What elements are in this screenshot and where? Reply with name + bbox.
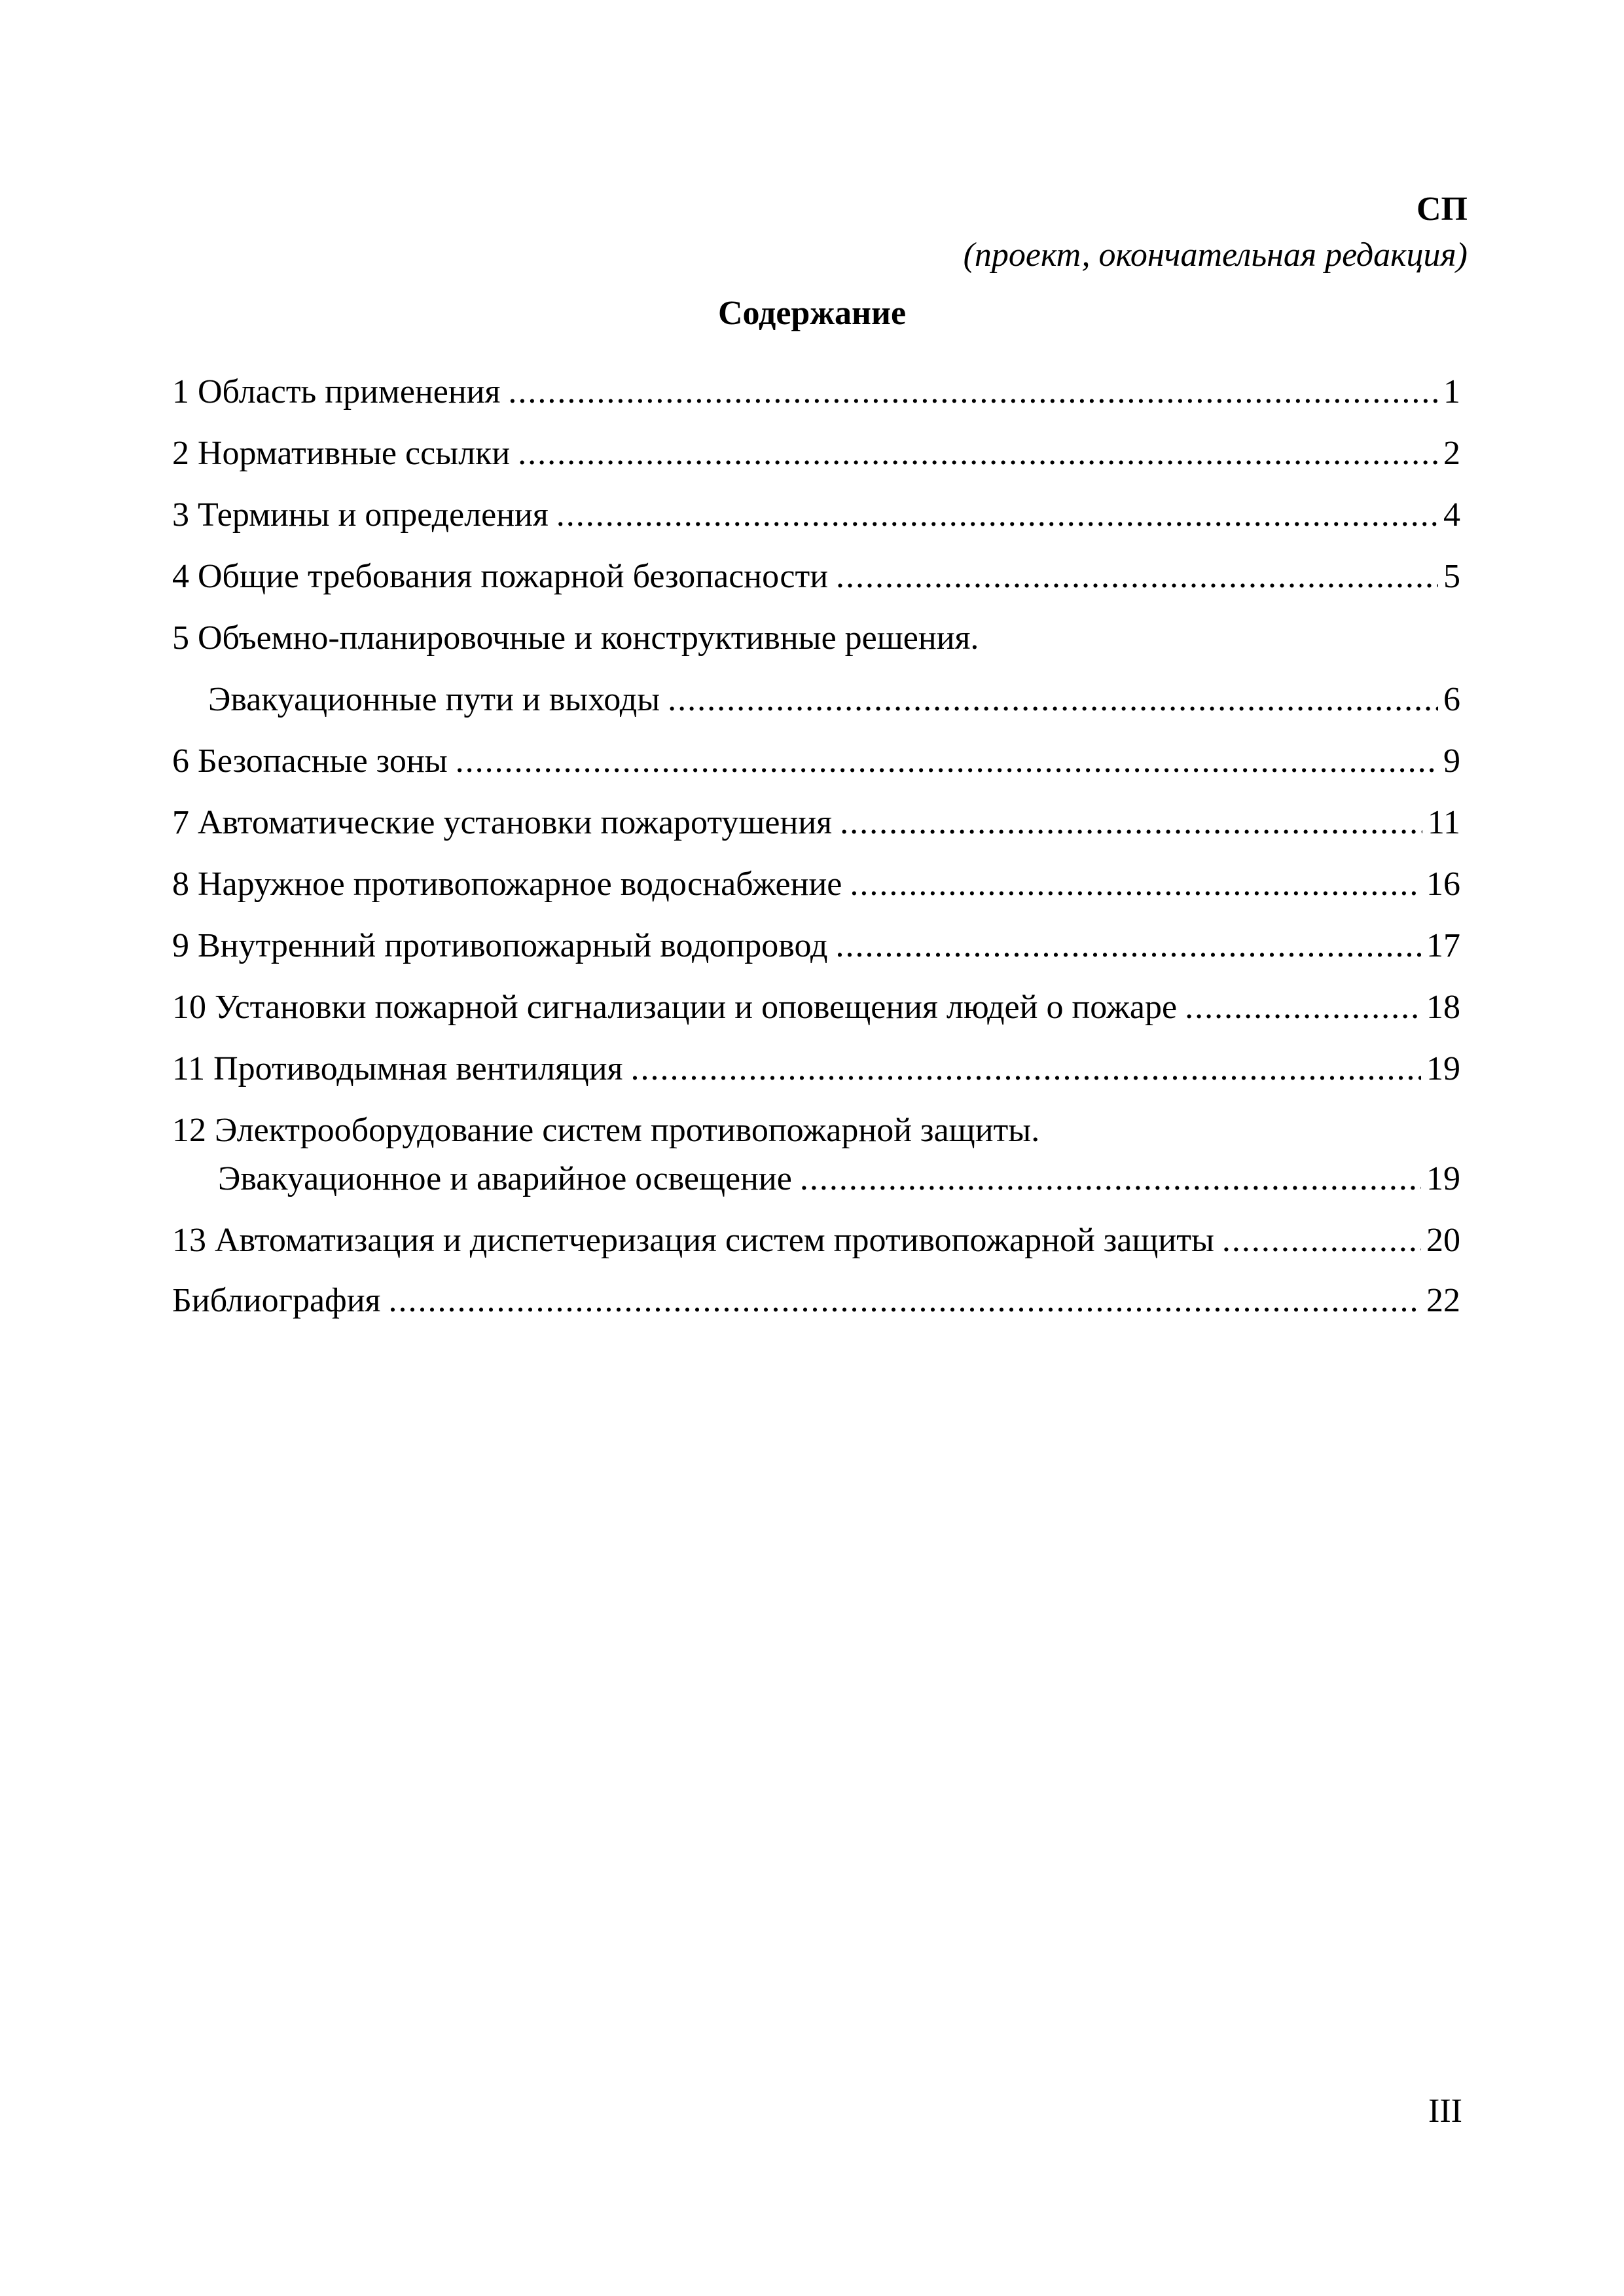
toc-entry-page: 19 <box>1426 1050 1460 1087</box>
toc-entry-label: 10 Установки пожарной сигнализации и оповещения людей о пожаре <box>172 989 1178 1026</box>
toc-entry[interactable] <box>172 1049 1460 1089</box>
toc-leader-dots <box>1185 987 1421 1028</box>
toc-entry-label: 11 Противодымная вентиляция <box>172 1050 623 1087</box>
toc-leader-dots <box>836 556 1438 597</box>
toc-entry-label: 2 Нормативные ссылки <box>172 435 511 472</box>
toc-entry-page: 18 <box>1426 989 1460 1026</box>
toc-leader-dots <box>508 372 1438 412</box>
toc-leader-dots <box>556 495 1438 536</box>
toc-leader-dots <box>668 680 1438 720</box>
toc-entry-page: 19 <box>1426 1160 1460 1197</box>
toc-entry[interactable] <box>172 618 1460 720</box>
toc-entry-page: 6 <box>1443 681 1460 718</box>
toc-entry[interactable] <box>172 741 1460 782</box>
toc-entry-page: 5 <box>1443 558 1460 595</box>
toc-entry-label: Эвакуационное и аварийное освещение <box>218 1160 792 1197</box>
toc-leader-dots <box>835 926 1421 966</box>
toc-leader-dots <box>1222 1220 1421 1261</box>
toc-entry[interactable] <box>172 864 1460 905</box>
toc-leader-dots <box>630 1049 1421 1089</box>
toc-leader-dots <box>800 1159 1421 1199</box>
toc-entry[interactable] <box>172 495 1460 536</box>
toc-entry[interactable] <box>172 1110 1460 1199</box>
toc-entry-label: 1 Область применения <box>172 373 501 410</box>
toc-entry[interactable] <box>172 433 1460 474</box>
toc-entry-label: 8 Наружное противопожарное водоснабжение <box>172 866 842 903</box>
toc-entry-page: 17 <box>1426 927 1460 964</box>
toc-entry[interactable] <box>172 926 1460 966</box>
toc-leader-dots <box>840 803 1422 843</box>
toc-entry[interactable] <box>172 1281 1460 1321</box>
toc-entry-label: Библиография <box>172 1282 381 1319</box>
toc-entry[interactable] <box>172 556 1460 597</box>
toc-entry[interactable] <box>172 372 1460 412</box>
toc-entry-page: 11 <box>1427 804 1460 841</box>
toc-leader-dots <box>850 864 1421 905</box>
toc-entry[interactable] <box>172 803 1460 843</box>
toc-leader-dots <box>456 741 1438 782</box>
toc-leader-dots <box>518 433 1438 474</box>
toc-entry-label: 9 Внутренний противопожарный водопровод <box>172 927 828 964</box>
toc-entry-page: 22 <box>1426 1282 1460 1319</box>
toc-entry[interactable] <box>172 1220 1460 1261</box>
toc-entry-label: 4 Общие требования пожарной безопасности <box>172 558 829 595</box>
page-number: III <box>1428 2092 1462 2130</box>
toc-entry-page: 2 <box>1443 435 1460 472</box>
toc-entry-page: 16 <box>1426 866 1460 903</box>
document-status: (проект, окончательная редакция) <box>963 236 1468 274</box>
document-code: СП <box>1416 191 1468 228</box>
toc-entry-label: 7 Автоматические установки пожаротушения <box>172 804 833 841</box>
toc-entry-page: 4 <box>1443 496 1460 534</box>
toc-entry-label: 13 Автоматизация и диспетчеризация систем противопожарной защиты <box>172 1222 1214 1259</box>
toc-title: Содержание <box>717 295 907 332</box>
table-of-contents <box>172 372 1460 1321</box>
toc-entry-page: 20 <box>1426 1222 1460 1259</box>
toc-entry-page: 1 <box>1443 373 1460 410</box>
toc-entry-label: Эвакуационные пути и выходы <box>208 681 660 718</box>
toc-entry-page: 9 <box>1443 742 1460 780</box>
toc-entry-first-line: 5 Объемно-планировочные и конструктивные решения. <box>172 619 979 657</box>
toc-entry-label: 3 Термины и определения <box>172 496 549 534</box>
toc-entry-label: 6 Безопасные зоны <box>172 742 448 780</box>
toc-entry[interactable] <box>172 987 1460 1028</box>
toc-leader-dots <box>388 1281 1421 1321</box>
toc-entry-first-line: 12 Электрооборудование систем противопожарной защиты. <box>172 1112 1040 1149</box>
